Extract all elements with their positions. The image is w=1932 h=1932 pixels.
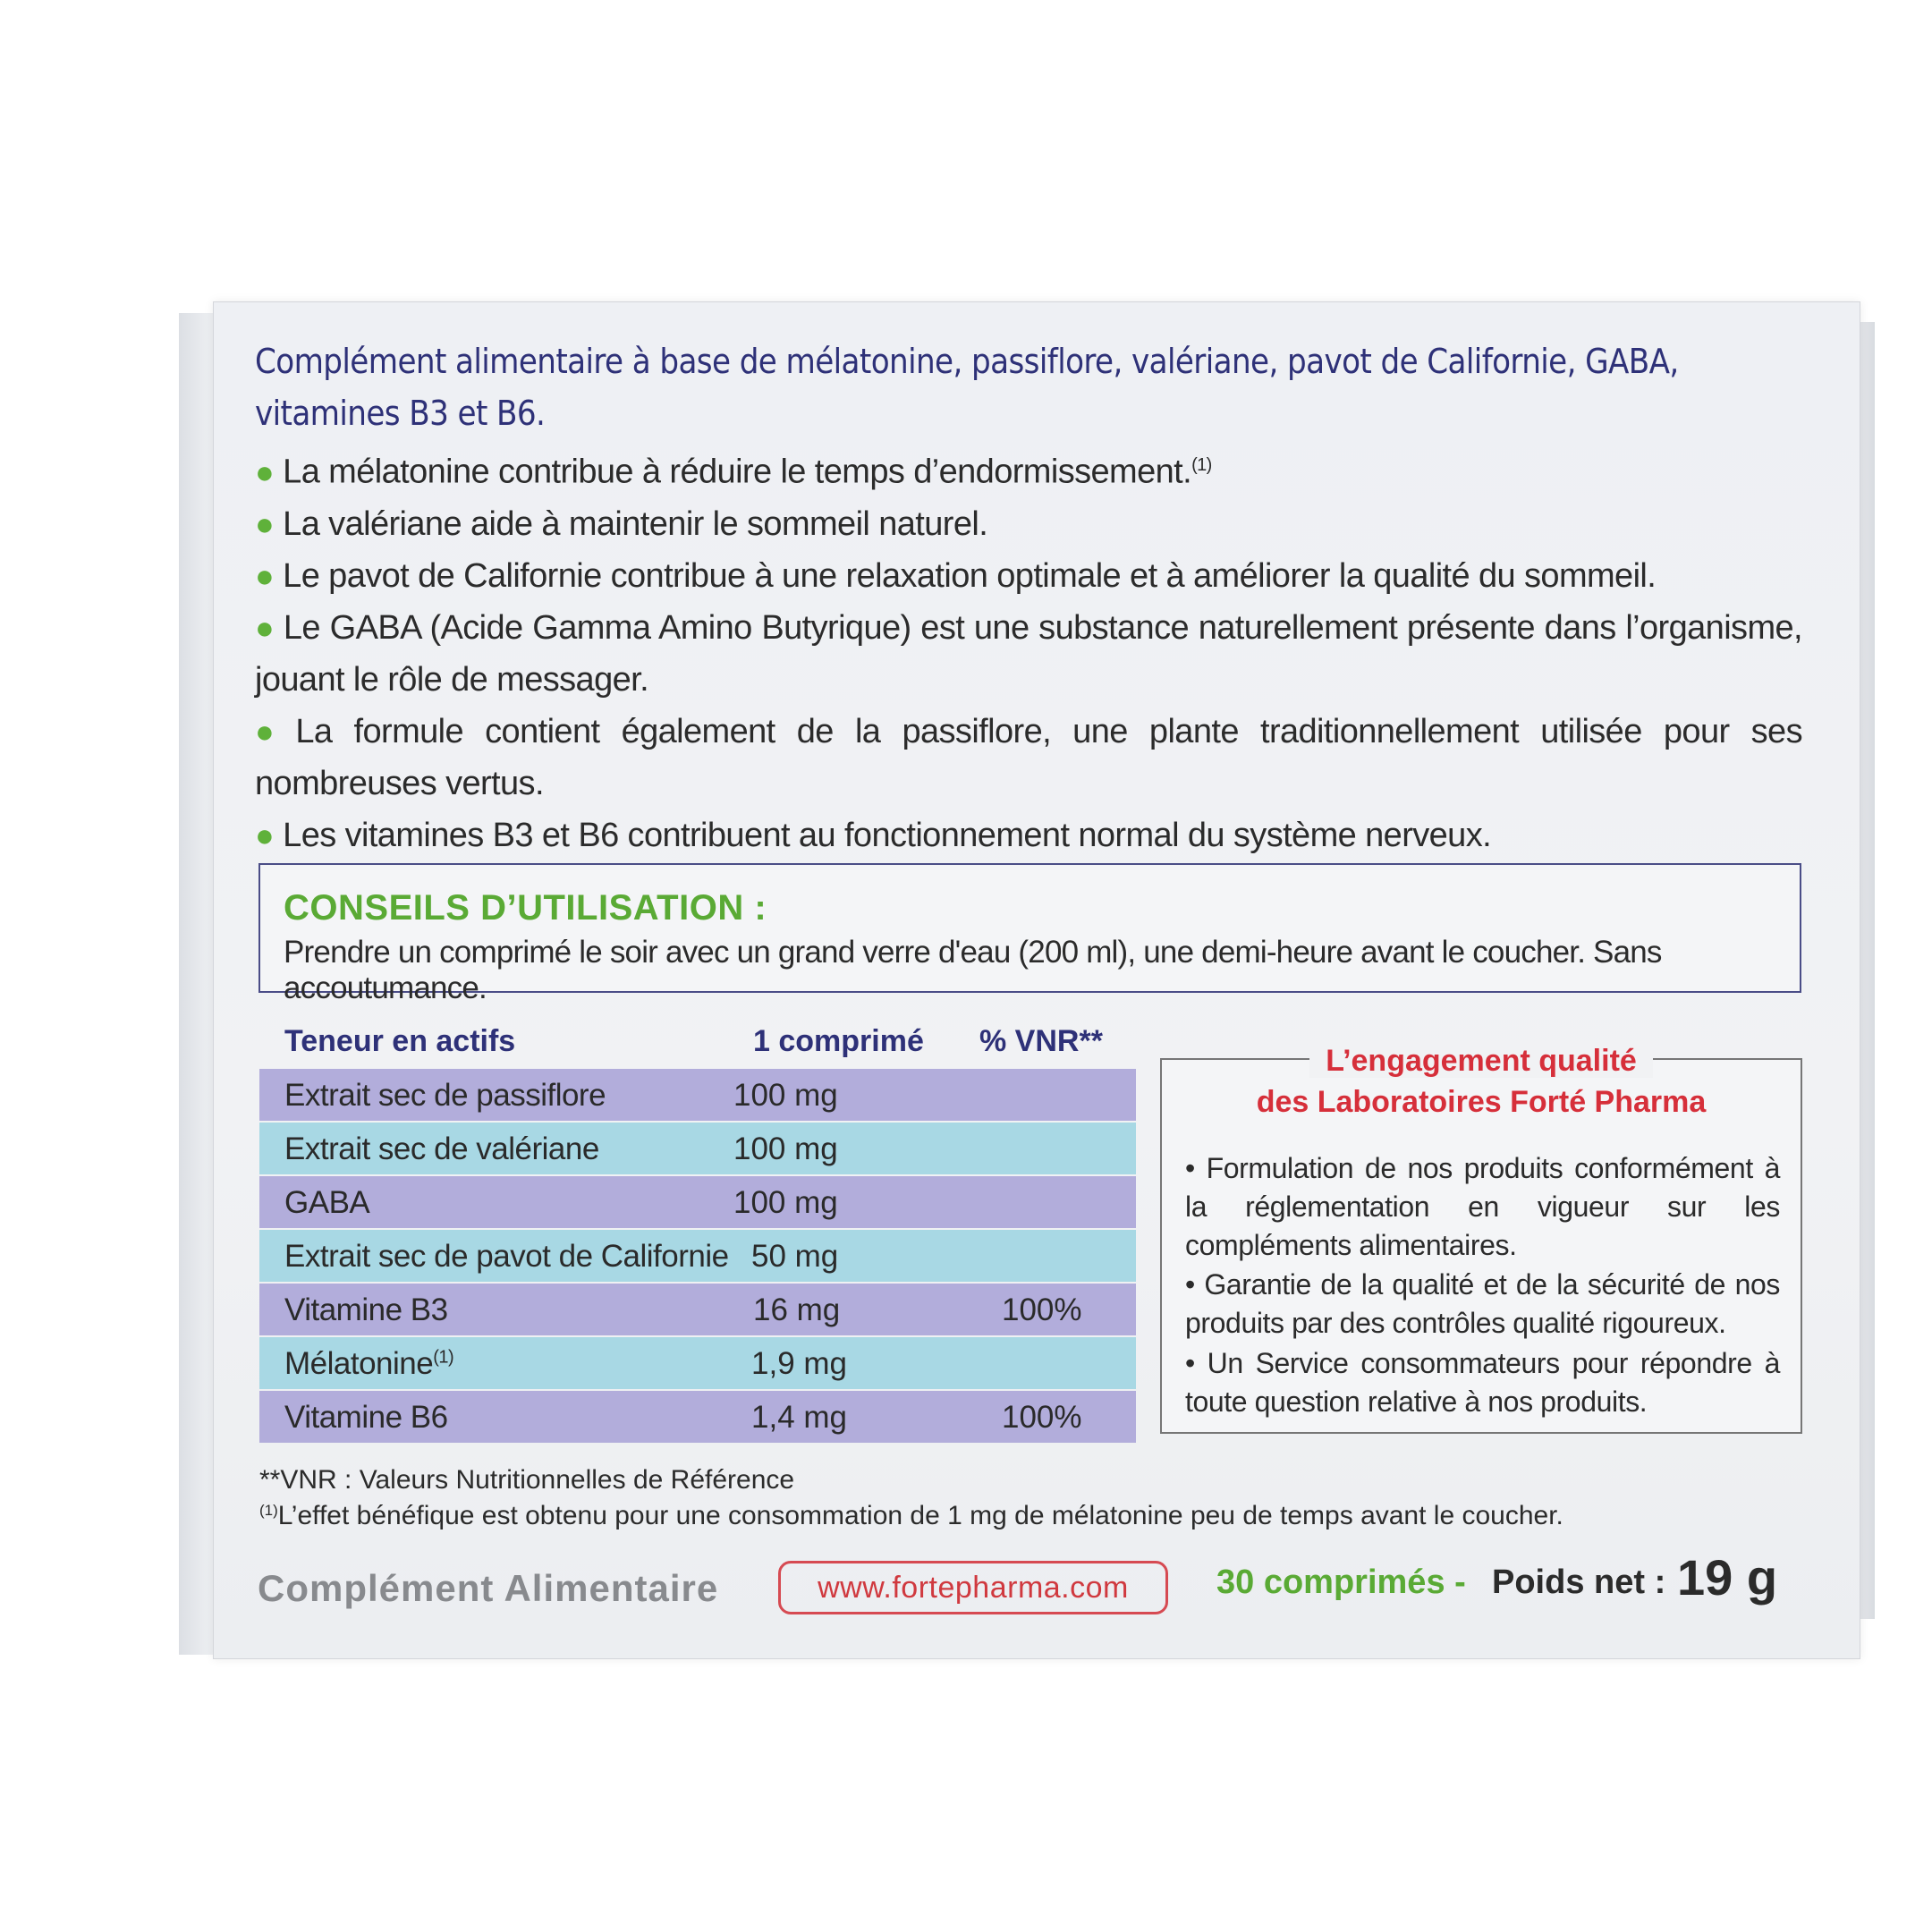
ingredient-amount: 1,4 mg [751,1400,847,1435]
box-left-flap [179,313,214,1655]
melatonin-footnote [259,1501,1563,1531]
quality-item: • Formulation de nos produits conformément à la réglementation en vigueur sur les compléments alimentaires. [1185,1152,1780,1261]
ingredient-amount: 50 mg [751,1239,839,1274]
footnote-mark: (1) [1191,455,1212,475]
table-row [259,1069,1136,1121]
bullet-dot-icon: ● [255,556,275,594]
table-row [259,1284,1136,1335]
ingredient-name: Extrait sec de pavot de Californie [284,1239,729,1274]
benefit-text: Le GABA (Acide Gamma Amino Butyrique) est une substance naturellement présente dans l’organisme, jouant le rôle de messager. [255,608,1802,699]
ingredient-name: Vitamine B6 [284,1400,448,1435]
quality-commitment-box [1160,1044,1802,1434]
header-vnr: % VNR** [979,1024,1103,1058]
benefit-item [255,602,1802,706]
quality-commitment-title [1162,1040,1801,1123]
bullet-dot-icon: ● [255,816,275,853]
ingredient-amount: 100 mg [733,1078,838,1113]
ingredient-name: Extrait sec de valériane [284,1131,599,1166]
table-row [259,1230,1136,1282]
ingredient-vnr: 100% [1002,1292,1082,1327]
ingredient-name: GABA [284,1185,370,1220]
benefit-item [255,439,1802,498]
ingredient-vnr: 100% [1002,1400,1082,1435]
table-row [259,1176,1136,1228]
tablet-count: 30 comprimés - [1216,1563,1466,1601]
header-per-tablet: 1 comprimé [753,1024,924,1058]
benefit-item [255,498,1802,550]
ingredient-amount: 1,9 mg [751,1346,847,1381]
bullet-dot-icon: ● [255,504,275,542]
benefit-text: Le pavot de Californie contribue à une relaxation optimale et à améliorer la qualité du sommeil. [283,556,1657,595]
usage-advice-title: CONSEILS D’UTILISATION : [284,888,767,928]
ingredient-name-text: Mélatonine [284,1346,434,1381]
bullet-dot-icon: ● [255,453,275,490]
bullet-dot-icon: ● [255,712,287,750]
net-weight-label: Poids net : [1492,1563,1666,1601]
ingredient-name [284,1346,453,1382]
quality-item: • Garantie de la qualité et de la sécurité de nos produits par des contrôles qualité rigoureux. [1185,1268,1780,1339]
ingredient-amount: 100 mg [733,1185,838,1220]
benefit-text: La formule contient également de la passiflore, une plante traditionnellement utilisée pour ses nombreuses vertus. [255,712,1802,802]
quality-title-line2: des Laboratoires Forté Pharma [1256,1085,1707,1119]
benefit-list [255,439,1802,861]
table-row [259,1391,1136,1443]
website-link: www.fortepharma.com [778,1561,1168,1614]
ingredient-name: Extrait sec de passiflore [284,1078,606,1113]
table-row [259,1123,1136,1174]
box-right-flap [1859,322,1875,1619]
usage-advice-text: Prendre un comprimé le soir avec un grand verre d'eau (200 ml), une demi-heure avant le coucher. Sans accoutumance. [284,935,1662,1005]
benefit-item [255,809,1802,861]
ingredient-amount: 100 mg [733,1131,838,1166]
benefit-item [255,550,1802,602]
benefit-text: La mélatonine contribue à réduire le temps d’endormissement. [283,453,1192,491]
header-ingredient: Teneur en actifs [284,1024,516,1058]
category-label: Complément Alimentaire [258,1567,719,1609]
footnote-mark: (1) [433,1347,454,1368]
ingredient-amount: 16 mg [753,1292,841,1327]
footnote-mark: (1) [259,1502,278,1519]
table-row [259,1337,1136,1389]
usage-advice-box [258,863,1801,1005]
quality-item: • Un Service consommateurs pour répondre à toute question relative à nos produits. [1185,1347,1780,1418]
benefit-text: La valériane aide à maintenir le sommeil naturel. [283,504,988,543]
benefit-text: Les vitamines B3 et B6 contribuent au fonctionnement normal du système nerveux. [283,816,1492,854]
net-weight-value: 19 g [1677,1549,1778,1606]
vnr-footnote: **VNR : Valeurs Nutritionnelles de Référence [259,1465,795,1495]
benefit-item [255,706,1802,809]
bullet-dot-icon: ● [255,608,275,646]
ingredient-name: Vitamine B3 [284,1292,448,1327]
intro-text: Complément alimentaire à base de mélatonine, passiflore, valériane, pavot de Californie, GABA, vitamines B3 et B6. [255,342,1679,433]
melatonin-footnote-text: L’effet bénéfique est obtenu pour une consommation de 1 mg de mélatonine peu de temps avant le coucher. [277,1501,1563,1530]
quality-title-line1: L’engagement qualité [1309,1044,1653,1078]
